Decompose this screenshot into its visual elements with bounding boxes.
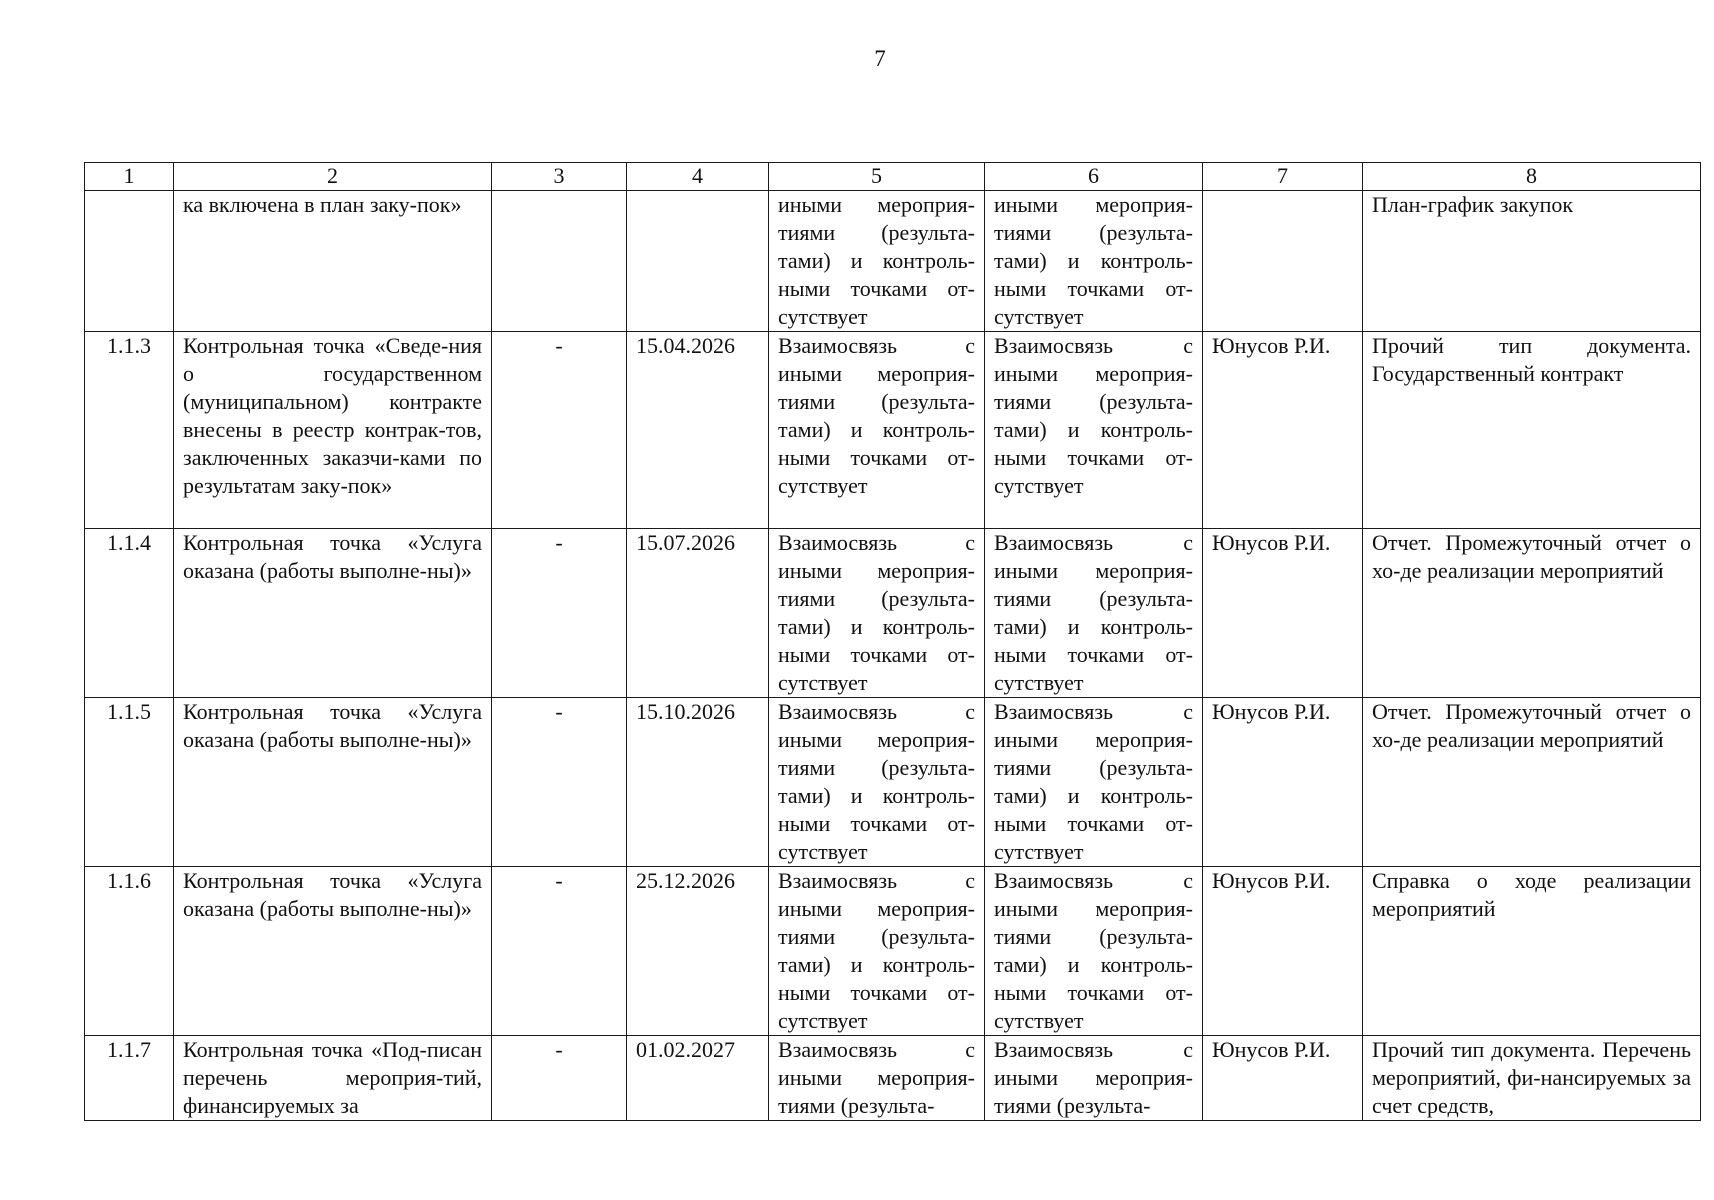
control-point-name: Контрольная точка «Услуга оказана (работы выполне-ны)»: [174, 698, 492, 867]
control-point-name: Контрольная точка «Сведе-ния о государственном (муниципальном) контракте внесены в реестр контрак-тов, заключенных заказчи-ками по результатам заку-пок»: [174, 332, 492, 529]
column-header: 1: [85, 163, 174, 191]
interconnection-next: Взаимосвязь с иными мероприя-тиями (результа-: [985, 1036, 1203, 1121]
interconnection-prev: Взаимосвязь с иными мероприя-тиями (результа-тами) и контроль-ными точками от-сутствует: [769, 867, 985, 1036]
table-row: [85, 529, 1701, 698]
column-header: 3: [492, 163, 627, 191]
table-row: [85, 698, 1701, 867]
document-type: Прочий тип документа. Государственный контракт: [1363, 332, 1701, 529]
interconnection-prev: Взаимосвязь с иными мероприя-тиями (результа-: [769, 1036, 985, 1121]
control-point-name: Контрольная точка «Под-писан перечень мероприя-тий, финансируемых за: [174, 1036, 492, 1121]
interconnection-prev: Взаимосвязь с иными мероприя-тиями (результа-тами) и контроль-ными точками от-сутствует: [769, 332, 985, 529]
column-3-value: [492, 191, 627, 332]
interconnection-next: Взаимосвязь с иными мероприя-тиями (результа-тами) и контроль-ными точками от-сутствует: [985, 867, 1203, 1036]
deadline-date: 15.04.2026: [627, 332, 769, 529]
column-3-value: -: [492, 332, 627, 529]
table-row: [85, 867, 1701, 1036]
deadline-date: 15.10.2026: [627, 698, 769, 867]
responsible-person: Юнусов Р.И.: [1203, 529, 1363, 698]
table-row: [85, 332, 1701, 529]
document-type: Отчет. Промежуточный отчет о хо-де реализации мероприятий: [1363, 529, 1701, 698]
deadline-date: 25.12.2026: [627, 867, 769, 1036]
column-header: 5: [769, 163, 985, 191]
table-row: [85, 1036, 1701, 1121]
row-number: [85, 191, 174, 332]
interconnection-next: Взаимосвязь с иными мероприя-тиями (результа-тами) и контроль-ными точками от-сутствует: [985, 529, 1203, 698]
responsible-person: Юнусов Р.И.: [1203, 698, 1363, 867]
document-type: План-график закупок: [1363, 191, 1701, 332]
row-number: 1.1.5: [85, 698, 174, 867]
control-point-name: ка включена в план заку-пок»: [174, 191, 492, 332]
interconnection-next: Взаимосвязь с иными мероприя-тиями (результа-тами) и контроль-ными точками от-сутствует: [985, 332, 1203, 529]
document-type: Отчет. Промежуточный отчет о хо-де реализации мероприятий: [1363, 698, 1701, 867]
interconnection-next: Взаимосвязь с иными мероприя-тиями (результа-тами) и контроль-ными точками от-сутствует: [985, 698, 1203, 867]
row-number: 1.1.4: [85, 529, 174, 698]
page-number: 7: [874, 46, 886, 71]
column-header: 8: [1363, 163, 1701, 191]
responsible-person: Юнусов Р.И.: [1203, 1036, 1363, 1121]
column-header: 4: [627, 163, 769, 191]
column-3-value: -: [492, 529, 627, 698]
responsible-person: Юнусов Р.И.: [1203, 332, 1363, 529]
column-header: 7: [1203, 163, 1363, 191]
deadline-date: 01.02.2027: [627, 1036, 769, 1121]
deadline-date: [627, 191, 769, 332]
column-3-value: -: [492, 1036, 627, 1121]
row-number: 1.1.6: [85, 867, 174, 1036]
document-type: Справка о ходе реализации мероприятий: [1363, 867, 1701, 1036]
column-header: 2: [174, 163, 492, 191]
interconnection-prev: Взаимосвязь с иными мероприя-тиями (результа-тами) и контроль-ными точками от-сутствует: [769, 529, 985, 698]
interconnection-prev: иными мероприя-тиями (результа-тами) и контроль-ными точками от-сутствует: [769, 191, 985, 332]
deadline-date: 15.07.2026: [627, 529, 769, 698]
control-point-name: Контрольная точка «Услуга оказана (работы выполне-ны)»: [174, 867, 492, 1036]
control-point-name: Контрольная точка «Услуга оказана (работы выполне-ны)»: [174, 529, 492, 698]
column-3-value: -: [492, 698, 627, 867]
header-row: [85, 163, 1701, 191]
measures-table: [84, 162, 1701, 1121]
interconnection-prev: Взаимосвязь с иными мероприя-тиями (результа-тами) и контроль-ными точками от-сутствует: [769, 698, 985, 867]
row-number: 1.1.3: [85, 332, 174, 529]
responsible-person: Юнусов Р.И.: [1203, 867, 1363, 1036]
interconnection-next: иными мероприя-тиями (результа-тами) и контроль-ными точками от-сутствует: [985, 191, 1203, 332]
row-number: 1.1.7: [85, 1036, 174, 1121]
table-row: [85, 191, 1701, 332]
document-type: Прочий тип документа. Перечень мероприятий, фи-нансируемых за счет средств,: [1363, 1036, 1701, 1121]
responsible-person: [1203, 191, 1363, 332]
column-header: 6: [985, 163, 1203, 191]
column-3-value: -: [492, 867, 627, 1036]
